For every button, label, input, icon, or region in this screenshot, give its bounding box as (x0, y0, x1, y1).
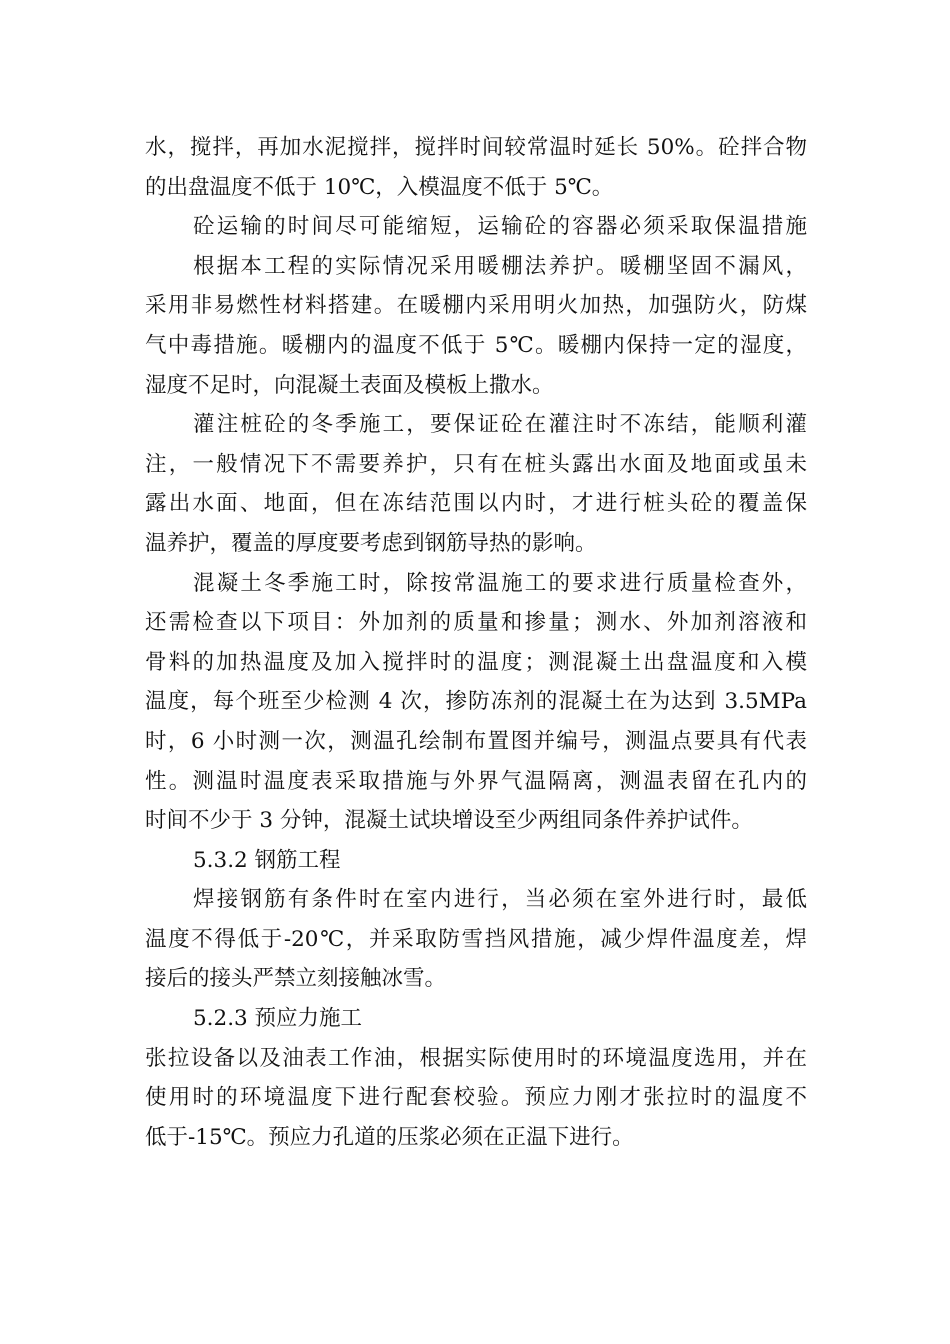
text-line: 骨料的加热温度及加入搅拌时的温度；测混凝土出盘温度和入模 (145, 649, 807, 675)
text-line: 水，搅拌，再加水泥搅拌，搅拌时间较常温时延长 50%。砼拌合物 (145, 135, 807, 160)
text-line: 注，一般情况下不需要养护，只有在桩头露出水面及地面或虽未 (145, 451, 807, 477)
text-line: 还需检查以下项目：外加剂的质量和掺量；测水、外加剂溶液和 (145, 610, 807, 636)
text-line: 根据本工程的实际情况采用暖棚法养护。暖棚坚固不漏风， (193, 253, 807, 279)
text-line: 温养护，覆盖的厚度要考虑到钢筋导热的影响。 (145, 530, 597, 556)
text-line: 温度，每个班至少检测 4 次，掺防冻剂的混凝土在为达到 3.5MPa (145, 689, 807, 715)
text-line: 采用非易燃性材料搭建。在暖棚内采用明火加热，加强防火，防煤 (145, 293, 807, 319)
text-line: 湿度不足时，向混凝土表面及模板上撒水。 (145, 372, 554, 398)
section-heading: 5.3.2 钢筋工程 (193, 847, 341, 873)
text-line: 时间不少于 3 分钟，混凝土试块增设至少两组同条件养护试件。 (145, 808, 753, 834)
section-heading: 5.2.3 预应力施工 (193, 1006, 363, 1032)
text-line: 使用时的环境温度下进行配套校验。预应力刚才张拉时的温度不 (145, 1085, 807, 1111)
text-line: 气中毒措施。暖棚内的温度不低于 5℃。暖棚内保持一定的湿度， (145, 332, 807, 358)
text-line: 露出水面、地面，但在冻结范围以内时，才进行桩头砼的覆盖保 (145, 491, 807, 517)
text-line: 砼运输的时间尽可能缩短，运输砼的容器必须采取保温措施 (193, 214, 807, 240)
text-line: 灌注桩砼的冬季施工，要保证砼在灌注时不冻结，能顺利灌 (193, 412, 807, 438)
text-line: 张拉设备以及油表工作油，根据实际使用时的环境温度选用，并在 (145, 1045, 807, 1071)
text-line: 的出盘温度不低于 10℃，入模温度不低于 5℃。 (145, 174, 614, 200)
text-line: 接后的接头严禁立刻接触冰雪。 (145, 966, 447, 992)
text-line: 温度不得低于-20℃，并采取防雪挡风措施，减少焊件温度差，焊 (145, 926, 807, 952)
text-line: 时，6 小时测一次，测温孔绘制布置图并编号，测温点要具有代表 (145, 728, 807, 754)
text-line: 低于-15℃。预应力孔道的压浆必须在正温下进行。 (145, 1124, 634, 1150)
text-line: 焊接钢筋有条件时在室内进行，当必须在室外进行时，最低 (193, 887, 807, 913)
document-page (145, 128, 807, 1157)
text-line: 性。测温时温度表采取措施与外界气温隔离，测温表留在孔内的 (145, 768, 807, 794)
text-line: 混凝土冬季施工时，除按常温施工的要求进行质量检查外， (193, 570, 807, 596)
